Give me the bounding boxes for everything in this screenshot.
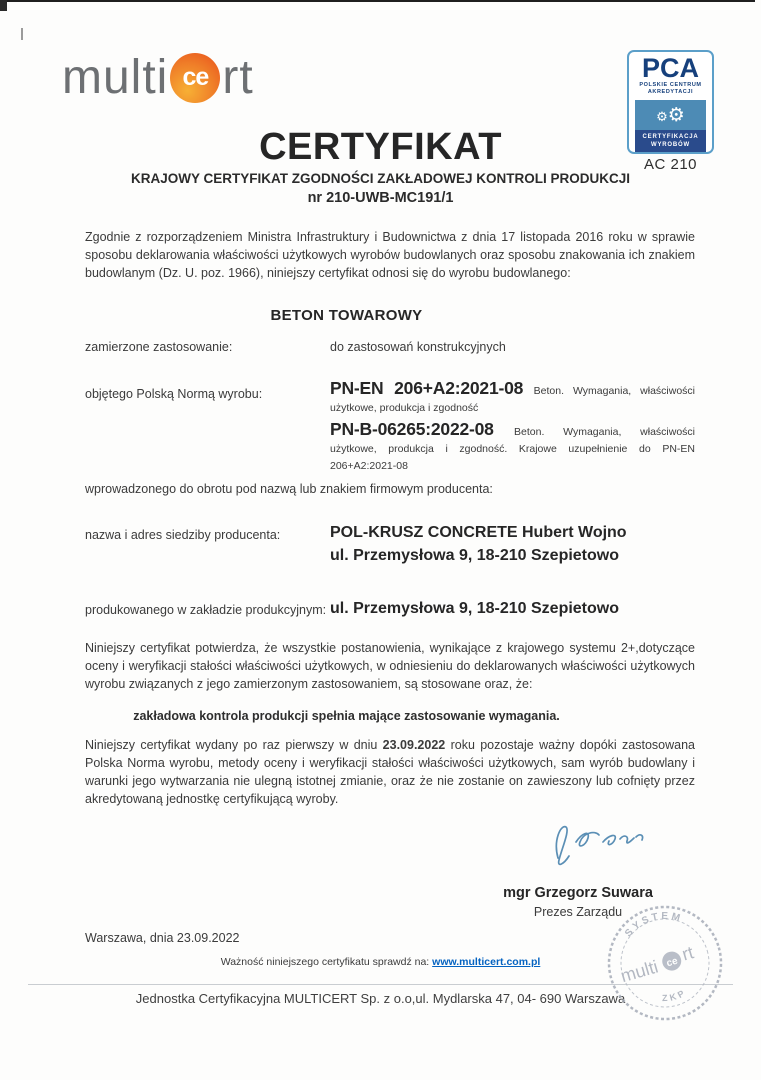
producer-name: POL-KRUSZ CONCRETE Hubert Wojno — [330, 524, 627, 541]
confirmation-paragraph: Niniejszy certyfikat potwierdza, że wszystkie postanowienia, wynikające z krajowego systemu 2+,dotyczące oceny i weryfikacji stałości właściwości użytkowych, w odniesieniu do deklarowanych właściwości użytkowych wyrobu związanych z jego zamierzonym zastosowaniem, są stosowane oraz, że: — [85, 641, 695, 691]
producer-address: ul. Przemysłowa 9, 18-210 Szepietowo — [330, 547, 619, 564]
pca-band-line2: WYROBÓW — [651, 142, 690, 148]
place-and-date: Warszawa, dnia 23.09.2022 — [85, 931, 240, 945]
scan-artifact-top-line — [4, 0, 755, 2]
scan-artifact-corner — [0, 0, 7, 11]
issue-date: 23.09.2022 — [382, 738, 446, 752]
stamp-bottom-text: ZKP — [661, 986, 689, 1004]
stamp-logo-ce: ce — [665, 955, 680, 970]
check-prefix: Ważność niniejszego certyfikatu sprawdź na: — [220, 956, 433, 968]
plant-address: ul. Przemysłowa 9, 18-210 Szepietowo — [330, 600, 619, 617]
ce-mark-text: ce — [182, 63, 209, 91]
gear-icon-large: ⚙ — [667, 104, 685, 126]
producer-value — [330, 521, 627, 567]
standards-list — [330, 378, 695, 480]
intended-use-value: do zastosowań konstrukcyjnych — [330, 340, 506, 354]
standard-item — [330, 419, 695, 474]
document-title: CERTYFIKAT — [259, 126, 502, 168]
stamp-logo-rt: rt — [679, 942, 696, 965]
standard-item — [330, 378, 695, 416]
logo-text-multi: multi — [62, 51, 169, 104]
signer-role: Prezes Zarządu — [533, 905, 623, 919]
validity-text-1: Niniejszy certyfikat wydany po raz pierwszy w dniu — [85, 738, 383, 752]
standard-code: PN-B-06265:2022-08 — [330, 419, 494, 439]
stamp-logo-multi: multi — [618, 956, 661, 987]
certificate-number: nr 210-UWB-MC191/1 — [307, 190, 454, 206]
accreditation-number: AC 210 — [643, 156, 698, 173]
pca-logo-text: PCA — [641, 53, 699, 83]
scan-artifact-tick — [21, 28, 23, 40]
market-intro: wprowadzonego do obrotu pod nazwą lub znakiem firmowym producenta: — [85, 482, 493, 496]
signer-name: mgr Grzegorz Suwara — [503, 885, 653, 901]
logo-text-rt: rt — [222, 51, 254, 104]
standard-label: objętego Polską Normą wyrobu: — [85, 387, 263, 401]
gear-icon-small: ⚙ — [656, 110, 668, 125]
product-name: BETON TOWAROWY — [270, 307, 423, 324]
plant-label: produkowanego w zakładzie produkcyjnym: — [85, 603, 327, 617]
standard-description: Beton. Wymagania, właściwości użytkowe, produkcja i zgodność — [330, 385, 695, 414]
pca-org-line2: AKREDYTACJI — [647, 89, 694, 95]
multicert-logo — [62, 50, 254, 105]
ce-mark-icon — [170, 53, 220, 103]
validity-paragraph — [85, 736, 695, 808]
validity-text-2: roku pozostaje ważny dopóki zastosowana Polska Norma wyrobu, metody oceny i weryfikacji stałości właściwości użytkowych, sam wyrób budowlany i warunki jego wytwarzania nie ulegną istotnej zmianie, oraz że nie zostanie on zawieszony lub cofnięty przez akredytowaną jednostkę certyfikującą wyroby. — [85, 738, 695, 806]
intended-use-label: zamierzone zastosowanie: — [85, 340, 233, 354]
pca-band-line1: CERTYFIKACJA — [642, 134, 699, 140]
document-subtitle: KRAJOWY CERTYFIKAT ZGODNOŚCI ZAKŁADOWEJ KONTROLI PRODUKCJI — [130, 171, 630, 186]
producer-label: nazwa i adres siedziby producenta: — [85, 528, 281, 542]
compliance-statement: zakładowa kontrola produkcji spełnia mające zastosowanie wymagania. — [133, 709, 560, 723]
standard-description: Beton. Wymagania, właściwości użytkowe, produkcja i zgodność. Krajowe uzupełnienie do PN-EN 206+A2:2021-08 — [330, 426, 695, 472]
handwritten-signature — [538, 818, 653, 876]
multicert-url-link[interactable]: www.multicert.com.pl — [432, 956, 541, 968]
intro-paragraph: Zgodnie z rozporządzeniem Ministra Infrastruktury i Budownictwa z dnia 17 listopada 2016 roku w sprawie sposobu deklarowania właściwości użytkowych wyrobów budowlanych oraz sposobu znakowania ich znakiem budowlanym (Dz. U. poz. 1966), niniejszy certyfikat odnosi się do wyrobu budowlanego: — [85, 230, 695, 280]
standard-code: PN-EN 206+A2:2021-08 — [330, 378, 524, 398]
pca-org-line1: POLSKIE CENTRUM — [639, 82, 702, 88]
stamp-top-text: SYSTEM — [622, 910, 685, 940]
issuer-line: Jednostka Certyfikacyjna MULTICERT Sp. z o.o,ul. Mydlarska 47, 04- 690 Warszawa — [135, 991, 626, 1006]
